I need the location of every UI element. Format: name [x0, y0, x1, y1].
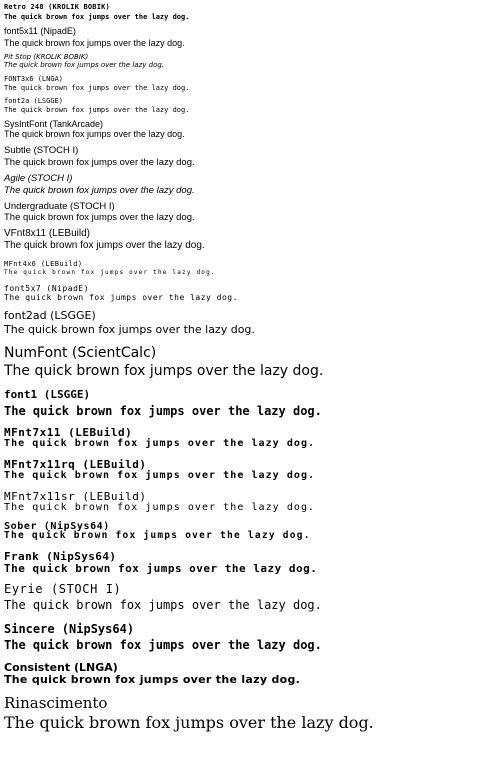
pangram-text: The quick brown fox jumps over the lazy dog.: [4, 185, 195, 196]
font-name-label: Consistent (LNGA): [4, 661, 118, 674]
pangram-text: The quick brown fox jumps over the lazy dog.: [4, 157, 195, 168]
pangram-text: The quick brown fox jumps over the lazy dog.: [4, 673, 301, 686]
font-name-label: font2a (LSGGE): [4, 97, 64, 105]
pangram-text: The quick brown fox jumps over the lazy dog.: [4, 638, 322, 652]
font-name-label: Subtle (STOCH I): [4, 145, 79, 156]
pangram-text: The quick brown fox jumps over the lazy dog.: [4, 598, 322, 612]
pangram-text: The quick brown fox jumps over the lazy dog.: [4, 84, 190, 92]
font-name-label: VFnt8x11 (LEBuild): [4, 228, 90, 239]
pangram-text: The quick brown fox jumps over the lazy dog.: [4, 404, 322, 418]
pangram-text: The quick brown fox jumps over the lazy dog.: [4, 438, 316, 449]
pangram-text: The quick brown fox jumps over the lazy dog.: [4, 106, 190, 114]
pangram-text: The quick brown fox jumps over the lazy dog.: [4, 470, 316, 481]
pangram-text: The quick brown fox jumps over the lazy dog.: [4, 61, 165, 69]
pangram-text: The quick brown fox jumps over the lazy dog.: [4, 363, 324, 379]
pangram-text: The quick brown fox jumps over the lazy dog.: [4, 38, 185, 48]
pangram-text: The quick brown fox jumps over the lazy dog.: [4, 240, 205, 251]
pangram-text: The quick brown fox jumps over the lazy dog.: [4, 129, 185, 139]
pangram-text: The quick brown fox jumps over the lazy dog.: [4, 502, 316, 513]
font-name-label: FONT3x6 (LNGA): [4, 75, 64, 83]
pangram-text: The quick brown fox jumps over the lazy dog.: [4, 293, 238, 302]
font-name-label: Eyrie (STOCH I): [4, 582, 122, 596]
font-name-label: MFnt7x11 (LEBuild): [4, 426, 133, 439]
font-name-label: Rinascimento: [4, 694, 108, 712]
pangram-text: The quick brown fox jumps over the lazy dog.: [4, 713, 374, 732]
font-name-label: Pit Stop (KROLIK BOBIK): [4, 53, 89, 61]
pangram-text: The quick brown fox jumps over the lazy dog.: [4, 269, 216, 276]
font-name-label: Agile (STOCH I): [4, 173, 73, 184]
font-name-label: Sober (NipSys64): [4, 521, 110, 532]
pangram-text: The quick brown fox jumps over the lazy dog.: [4, 562, 318, 575]
font-name-label: Retro 248 (KROLIK BOBIK): [4, 3, 110, 11]
font-name-label: font2ad (LSGGE): [4, 309, 96, 322]
pangram-text: The quick brown fox jumps over the lazy dog.: [4, 323, 255, 336]
pangram-text: The quick brown fox jumps over the lazy dog.: [4, 530, 311, 541]
font-name-label: SysIntFont (TankArcade): [4, 119, 104, 129]
font-name-label: Frank (NipSys64): [4, 550, 117, 563]
font-name-label: font5x7 (NipadE): [4, 284, 90, 293]
font-name-label: font5x11 (NipadE): [4, 26, 76, 36]
font-name-label: MFnt7x11sr (LEBuild): [4, 490, 147, 503]
font-name-label: Undergraduate (STOCH I): [4, 201, 115, 212]
font-name-label: MFnt7x11rq (LEBuild): [4, 458, 147, 471]
font-name-label: Sincere (NipSys64): [4, 622, 135, 636]
font-name-label: font1 (LSGGE): [4, 388, 91, 401]
font-name-label: MFnt4x6 (LEBuild): [4, 260, 83, 268]
pangram-text: The quick brown fox jumps over the lazy dog.: [4, 13, 190, 21]
font-name-label: NumFont (ScientCalc): [4, 345, 157, 361]
pangram-text: The quick brown fox jumps over the lazy dog.: [4, 212, 195, 223]
